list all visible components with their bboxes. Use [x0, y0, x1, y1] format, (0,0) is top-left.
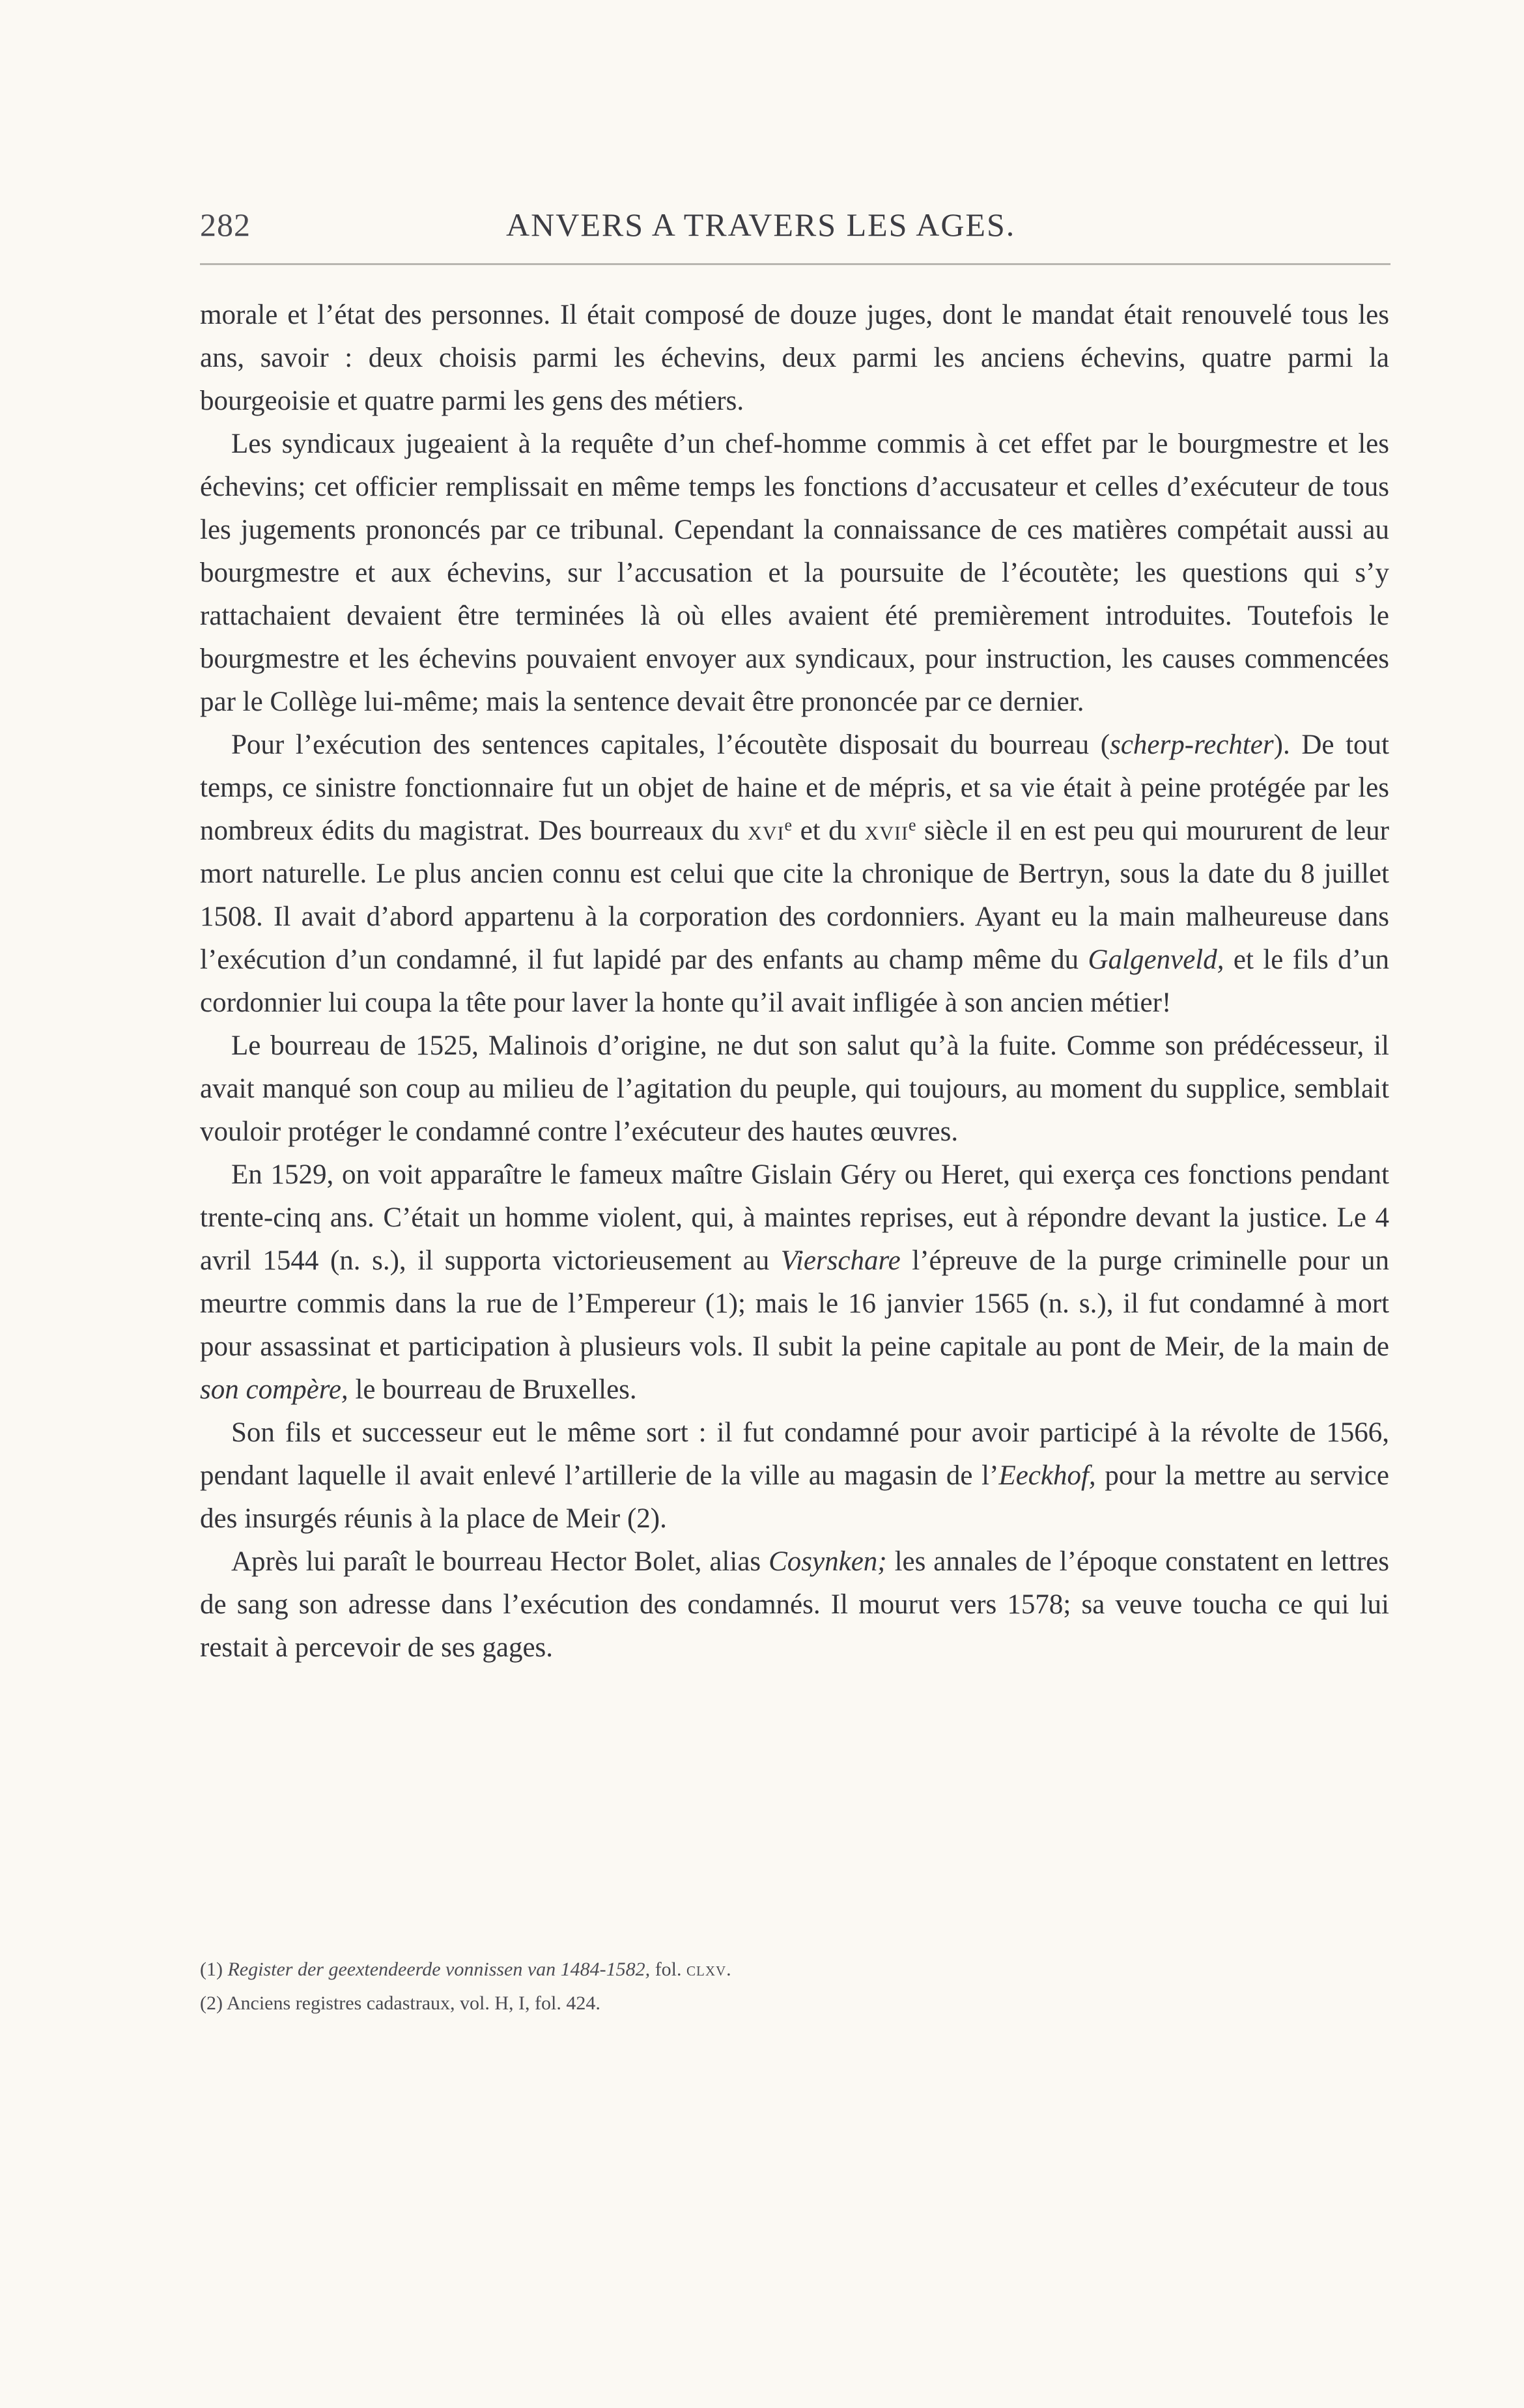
footnote-2-text: Anciens registres cadastraux, vol. H, I, fol. 424.: [226, 1992, 600, 2014]
paragraph-3-text-c: et du: [792, 815, 865, 846]
paragraph-2: Les syndicaux jugeaient à la requête d’un chef-homme commis à cet effet par le bourgmestre et les échevins; cet officier remplissait en même temps les fonctions d’accusateur et celles d’exécuteur de tous les jugements prononcés par ce tribunal. Cependant la connaissance de ces matières compétait aussi au bourgmestre et aux échevins, sur l’accusation et la poursuite de l’écoutète; les questions qui s’y rattachaient devaient être terminées là où elles avaient été premièrement introduites. Toutefois le bourgmestre et les échevins pouvaient envoyer aux syndicaux, pour instruction, les causes commencées par le Collège lui-même; mais la sentence devait être prononcée par ce dernier.: [200, 429, 1389, 717]
page-number: 282: [200, 206, 251, 243]
footnote-2-number: (2): [200, 1992, 223, 2014]
paragraph-3-text-e: et le fils d’un cordonnier lui coupa la tête pour laver la honte qu’il avait infligée à son ancien métier!: [200, 944, 1389, 1018]
paragraph-5: [200, 1154, 1389, 1411]
term-eeckhof: Eeckhof,: [998, 1460, 1096, 1491]
term-scherp-rechter: scherp-rechter: [1110, 729, 1274, 760]
footnote-1-folio: clxv.: [686, 1959, 732, 1980]
paragraph-3: [200, 724, 1389, 1025]
paragraph-3-text-b: ). De tout temps, ce sinistre fonctionnaire fut un objet de haine et de mépris, et sa vie était à peine protégée par les nombreux édits du magistrat. Des bourreaux du: [200, 729, 1390, 846]
running-title: ANVERS A TRAVERS LES AGES.: [506, 206, 1016, 243]
paragraph-7-text-b: les annales de l’époque constatent en lettres de sang son adresse dans l’exécution des condamnés. Il mourut vers 1578; sa veuve toucha ce qui lui restait à percevoir de ses gages.: [200, 1546, 1389, 1663]
century-16-sup: e: [784, 815, 793, 834]
paragraph-7-text-a: Après lui paraît le bourreau Hector Bolet, alias: [231, 1546, 769, 1577]
term-cosynken: Cosynken;: [769, 1546, 887, 1577]
header-rule: [200, 263, 1390, 265]
term-vierschare: Vierschare: [780, 1245, 901, 1276]
century-16: xvi: [748, 815, 785, 846]
body-text: [200, 294, 1389, 1669]
paragraph-1: morale et l’état des personnes. Il était composé de douze juges, dont le mandat était renouvelé tous les ans, savoir : deux choisis parmi les échevins, deux parmi les anciens échevins, quatre parmi la bourgeoisie et quatre parmi les gens des métiers.: [200, 300, 1389, 416]
footnote-1-title: Register der geextendeerde vonnissen van 1484-1582,: [227, 1959, 651, 1980]
paragraph-6-text-b: pour la mettre au service des insurgés réunis à la place de Meir (2).: [200, 1460, 1389, 1534]
paragraph-6-text-a: Son fils et successeur eut le même sort : il fut condamné pour avoir participé à la révolte de 1566, pendant laquelle il avait enlevé l’artillerie de la ville au magasin de l’: [200, 1417, 1389, 1491]
footnote-2: [200, 1987, 1389, 2020]
paragraph-7: [200, 1540, 1389, 1669]
footnote-1-number: (1): [200, 1959, 223, 1980]
page-header: [200, 201, 1389, 253]
century-17: xvii: [864, 815, 909, 846]
footnote-1: [200, 1953, 1389, 1987]
century-17-sup: e: [908, 815, 916, 834]
term-son-compere: son compère,: [200, 1374, 348, 1405]
paragraph-4: Le bourreau de 1525, Malinois d’origine, ne dut son salut qu’à la fuite. Comme son prédécesseur, il avait manqué son coup au milieu de l’agitation du peuple, qui toujours, au moment du supplice, semblait vouloir protéger le condamné contre l’exécuteur des hautes œuvres.: [200, 1030, 1389, 1147]
paragraph-5-text-a: En 1529, on voit apparaître le fameux maître Gislain Géry ou Heret, qui exerça ces fonctions pendant trente-cinq ans. C’était un homme violent, qui, à maintes reprises, eut à répondre devant la justice. Le 4 avril 1544 (n. s.), il supporta victorieusement au: [200, 1159, 1389, 1276]
paragraph-3-text-a: Pour l’exécution des sentences capitales, l’écoutète disposait du bourreau (: [231, 729, 1110, 760]
paragraph-5-text-c: le bourreau de Bruxelles.: [348, 1374, 637, 1405]
footnote-1-ref: fol.: [655, 1959, 687, 1980]
term-galgenveld: Galgenveld,: [1088, 944, 1224, 975]
paragraph-6: [200, 1411, 1389, 1540]
paragraph-3-text-d: siècle il en est peu qui moururent de leur mort naturelle. Le plus ancien connu est celui que cite la chronique de Bertryn, sous la date du 8 juillet 1508. Il avait d’abord appartenu à la corporation des cordonniers. Ayant eu la main malheureuse dans l’exécution d’un condamné, il fut lapidé par des enfants au champ même du: [200, 815, 1389, 975]
paragraph-5-text-b: l’épreuve de la purge criminelle pour un meurtre commis dans la rue de l’Empereur (1); mais le 16 janvier 1565 (n. s.), il fut condamné à mort pour assassinat et participation à plusieurs vols. Il subit la peine capitale au pont de Meir, de la main de: [200, 1245, 1389, 1362]
footnotes: [200, 1953, 1389, 2020]
